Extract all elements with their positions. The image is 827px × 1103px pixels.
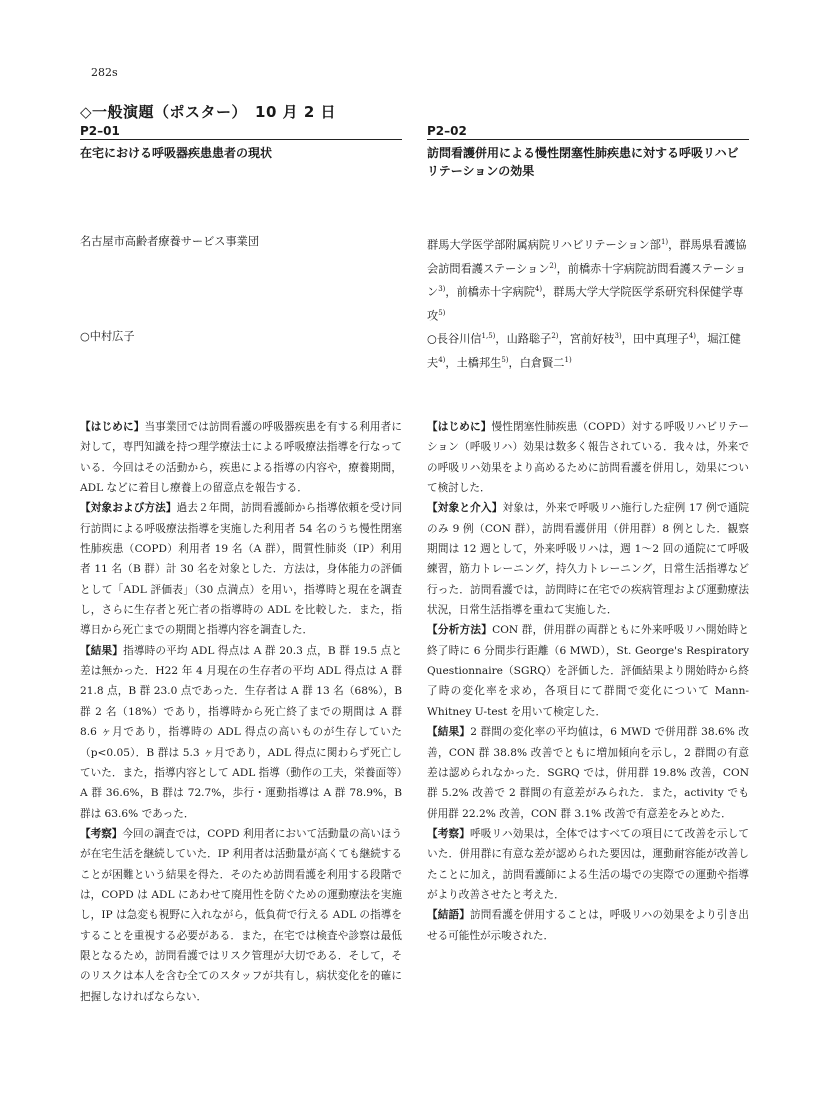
paragraph-text: 当事業団では訪問看護の呼吸器疾患を有する利用者に対して，専門知識を持つ理学療法士による呼吸療法指導を行なっている．今回はその活動から，疾患による指導の内容や，療養期間，ADL などに着目し療養上の留意点を報告する． xyxy=(80,421,403,495)
paragraph-text: 呼吸リハ効果は，全体ではすべての項目にて改善を示していた．併用群に有意な差が認められた要因は，運動耐容能が改善したことに加え，訪問看護師による生活の場での実際での運動や指導がより改善させたと考えた． xyxy=(427,827,750,901)
body-paragraph xyxy=(80,824,402,1007)
body-paragraph xyxy=(427,824,749,905)
abstract-body-right xyxy=(427,417,749,946)
body-paragraph xyxy=(80,498,402,640)
paragraph-text: 慢性閉塞性肺疾患（COPD）対する呼吸リハビリテーション（呼吸リハ）効果は数多く報告されている．我々は，外来での呼吸リハ効果をより高めるために訪問看護を併用し，効果について検討した． xyxy=(427,421,749,495)
body-paragraph xyxy=(427,620,749,722)
abstract-code: P2–02 xyxy=(427,124,467,138)
body-paragraph xyxy=(427,722,749,824)
paragraph-text: 過去２年間，訪問看護師から指導依頼を受け同行訪問による呼吸療法指導を実施した利用者 54 名のうち慢性閉塞性肺疾患（COPD）利用者 19 名（A 群），間質性肺炎（IP）利用者 11 名（B 群）計 30 名を対象とした．方法は，身体能力の評価として「ADL 評価表」（30 点満点）を用い，指導時と現在を調査し，さらに生存者と死亡者の指導時の ADL を比較した．また，指導日から死亡までの期間と指導内容を調査した． xyxy=(80,502,403,637)
paragraph-text: CON 群，併用群の両群ともに外来呼吸リハ開始時と終了時に 6 分間歩行距離（6 MWD），St. George's Respiratory Questionnaire（SGRQ）を評価した．評価結果より開始時から終了時の変化率を求め，各項目にて群間で変化について Mann-Whitney U-test を用いて検定した． xyxy=(427,624,750,718)
paragraph-text: 今回の調査では，COPD 利用者において活動量の高いほうが在宅生活を継続していた．IP 利用者は活動量が高くても継続することが困難という結果を得た．そのため訪問看護を利用する段階では，COPD は ADL にあわせて廃用性を防ぐための運動療法を実施し，IP は急変も視野に入れながら，低負荷で行える ADL の指導をすることを重視する必要がある．また，在宅では検査や診察は最低限となるため，訪問看護ではリスク管理が大切である．そして，そのリスクは本人を含む全てのスタッフが共有し，病状変化を的確に把握しなければならない． xyxy=(80,827,402,1003)
section-heading: ◇一般演題（ポスター） 10 月 2 日 xyxy=(80,103,337,121)
paragraph-text: 訪問看護を併用することは，呼吸リハの効果をより引き出せる可能性が示唆された． xyxy=(427,909,749,942)
abstract-code: P2–01 xyxy=(80,124,120,138)
affiliation: 群馬大学医学部附属病院リハビリテーション部$^{1)}$，群馬県看護協会訪問看護ステーション$^{2)}$，前橋赤十字病院訪問看護ステーション$^{3)}$，前橋赤十字病院$^{4)}$，群馬大学大学院医学系研究科保健学専攻$^{5)}$ xyxy=(427,238,747,323)
paragraph-label: 【結果】 xyxy=(80,644,124,657)
divider xyxy=(427,139,749,140)
body-paragraph xyxy=(427,905,749,946)
paragraph-label: 【対象および方法】 xyxy=(80,502,177,515)
abstract-right-header xyxy=(427,124,749,180)
affiliation: 名古屋市高齢者療養サービス事業団 xyxy=(80,235,260,248)
authors: ○長谷川信$^{1,5)}$，山路聡子$^{2)}$，宮前好枝$^{3)}$，田中真理子$^{4)}$，堀江健夫$^{4)}$，土橋邦生$^{5)}$，白倉賢二$^{1)}$ xyxy=(427,332,741,370)
authors: ○中村広子 xyxy=(80,330,135,343)
paragraph-label: 【結果】 xyxy=(427,726,471,739)
abstract-title: 在宅における呼吸器疾患患者の現状 xyxy=(80,146,273,160)
body-paragraph xyxy=(80,417,402,498)
paragraph-label: 【分析方法】 xyxy=(427,624,493,637)
paragraph-label: 【対象と介入】 xyxy=(427,502,503,515)
paragraph-text: 2 群間の変化率の平均値は，6 MWD で併用群 38.6% 改善，CON 群 38.8% 改善でともに増加傾向を示し，2 群間の有意差は認められなかった．SGRQ では，併用群 19.8% 改善，CON 群 5.2% 改善で 2 群間の有意差がみられた．また，activity でも併用群 22.2% 改善，CON 群 3.1% 改善で有意差をみとめた． xyxy=(427,726,750,820)
paragraph-label: 【はじめに】 xyxy=(80,421,145,433)
page-number: 282s xyxy=(91,66,118,79)
paragraph-label: 【考察】 xyxy=(80,827,123,840)
paragraph-text: 対象は，外来で呼吸リハ施行した症例 17 例で通院のみ 9 例（CON 群），訪問看護併用（併用群）8 例とした．観察期間は 12 週として，外来呼吸リハは，週 1～2 回の通院にて呼吸練習，筋力トレーニング，持久力トレーニング，日常生活指導など行った．訪問看護では，訪問時に在宅での疾病管理および運動療法状況，日常生活指導を重ねて実施した． xyxy=(427,502,749,617)
body-paragraph xyxy=(427,498,749,620)
paragraph-label: 【考察】 xyxy=(427,827,471,840)
paragraph-text: 指導時の平均 ADL 得点は A 群 20.3 点，B 群 19.5 点と差は無かった．H22 年 4 月現在の生存者の平均 ADL 得点は A 群 21.8 点，B 群 23.0 点であった．生存者は A 群 13 名（68%），B 群 2 名（18%）であり，指導時から死亡終了までの期間は A 群 8.6 ヶ月であり，指導時の ADL 得点の高いものが生存していた（p<0.05）．B 群は 5.3 ヶ月であり，ADL 得点に関わらず死亡していた．また，指導内容として ADL 指導（動作の工夫，栄養面等）A 群 36.6%，B 群は 72.7%，歩行・運動指導は A 群 78.9%，B 群は 63.6% であった． xyxy=(80,644,402,820)
abstract-left-header xyxy=(80,124,402,162)
abstract-body-left xyxy=(80,417,402,1007)
abstract-title: 訪問看護併用による慢性閉塞性肺疾患に対する呼吸リハビリテーションの効果 xyxy=(427,146,739,178)
body-paragraph xyxy=(80,641,402,824)
paragraph-label: 【結語】 xyxy=(427,909,470,922)
paragraph-label: 【はじめに】 xyxy=(427,421,492,433)
divider xyxy=(80,139,402,140)
body-paragraph xyxy=(427,417,749,498)
